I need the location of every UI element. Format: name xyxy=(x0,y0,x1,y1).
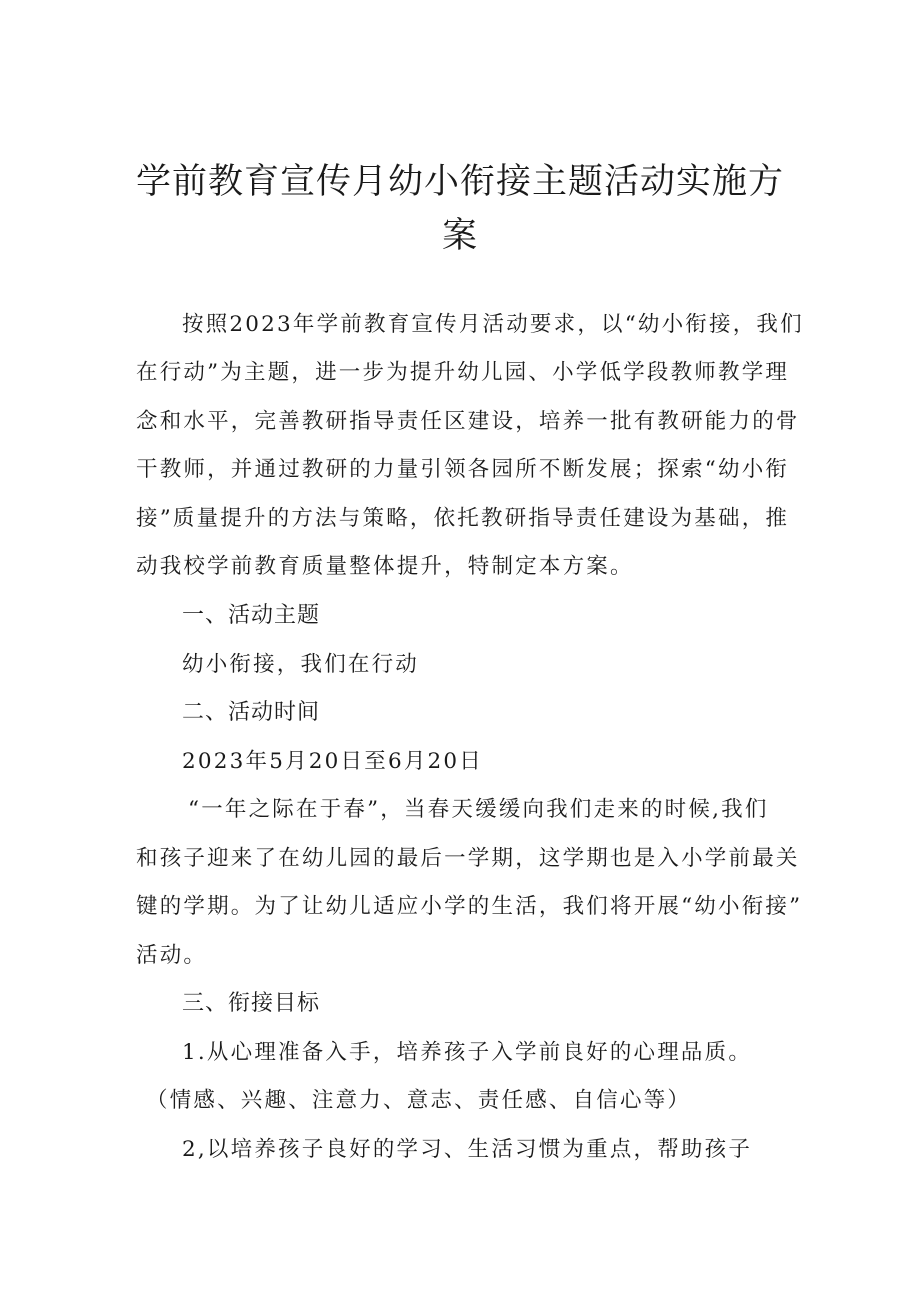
time-para-line-3: 键的学期。为了让幼儿适应小学的生活，我们将开展“幼小衔接” xyxy=(136,894,803,919)
section-heading-time: 二、活动时间 xyxy=(182,700,321,725)
goal-item-1-detail: （情感、兴趣、注意力、意志、责任感、自信心等） xyxy=(146,1088,692,1113)
section-heading-goals: 三、衔接目标 xyxy=(182,991,321,1016)
intro-line-5: 接”质量提升的方法与策略，依托教研指导责任建设为基础，推 xyxy=(136,506,790,531)
intro-line-4: 干教师，并通过教研的力量引领各园所不断发展；探索“幼小衔 xyxy=(136,457,790,482)
time-para-line-4: 活动。 xyxy=(136,943,208,968)
intro-line-6: 动我校学前教育质量整体提升，特制定本方案。 xyxy=(136,554,634,579)
goal-item-1: 1.从心理准备入手，培养孩子入学前良好的心理品质。 xyxy=(182,1040,753,1065)
section-theme-text: 幼小衔接，我们在行动 xyxy=(182,652,420,677)
time-para-line-2: 和孩子迎来了在幼儿园的最后一学期，这学期也是入小学前最关 xyxy=(136,846,800,871)
goal-item-2: 2,以培养孩子良好的学习、生活习惯为重点，帮助孩子 xyxy=(182,1137,753,1162)
intro-line-2: 在行动”为主题，进一步为提升幼儿园、小学低学段教师教学理 xyxy=(136,360,790,385)
intro-line-1: 按照2023年学前教育宣传月活动要求，以“幼小衔接，我们 xyxy=(182,312,804,337)
intro-line-3: 念和水平，完善教研指导责任区建设，培养一批有教研能力的骨 xyxy=(136,409,800,434)
time-para-line-1: “一年之际在于春”，当春天缓缓向我们走来的时候,我们 xyxy=(188,797,769,822)
document-title-line-1: 学前教育宣传月幼小衔接主题活动实施方 xyxy=(135,162,784,202)
section-heading-theme: 一、活动主题 xyxy=(182,603,321,628)
document-title-line-2: 案 xyxy=(441,216,478,256)
section-time-date: 2023年5月20日至6月20日 xyxy=(182,749,483,774)
